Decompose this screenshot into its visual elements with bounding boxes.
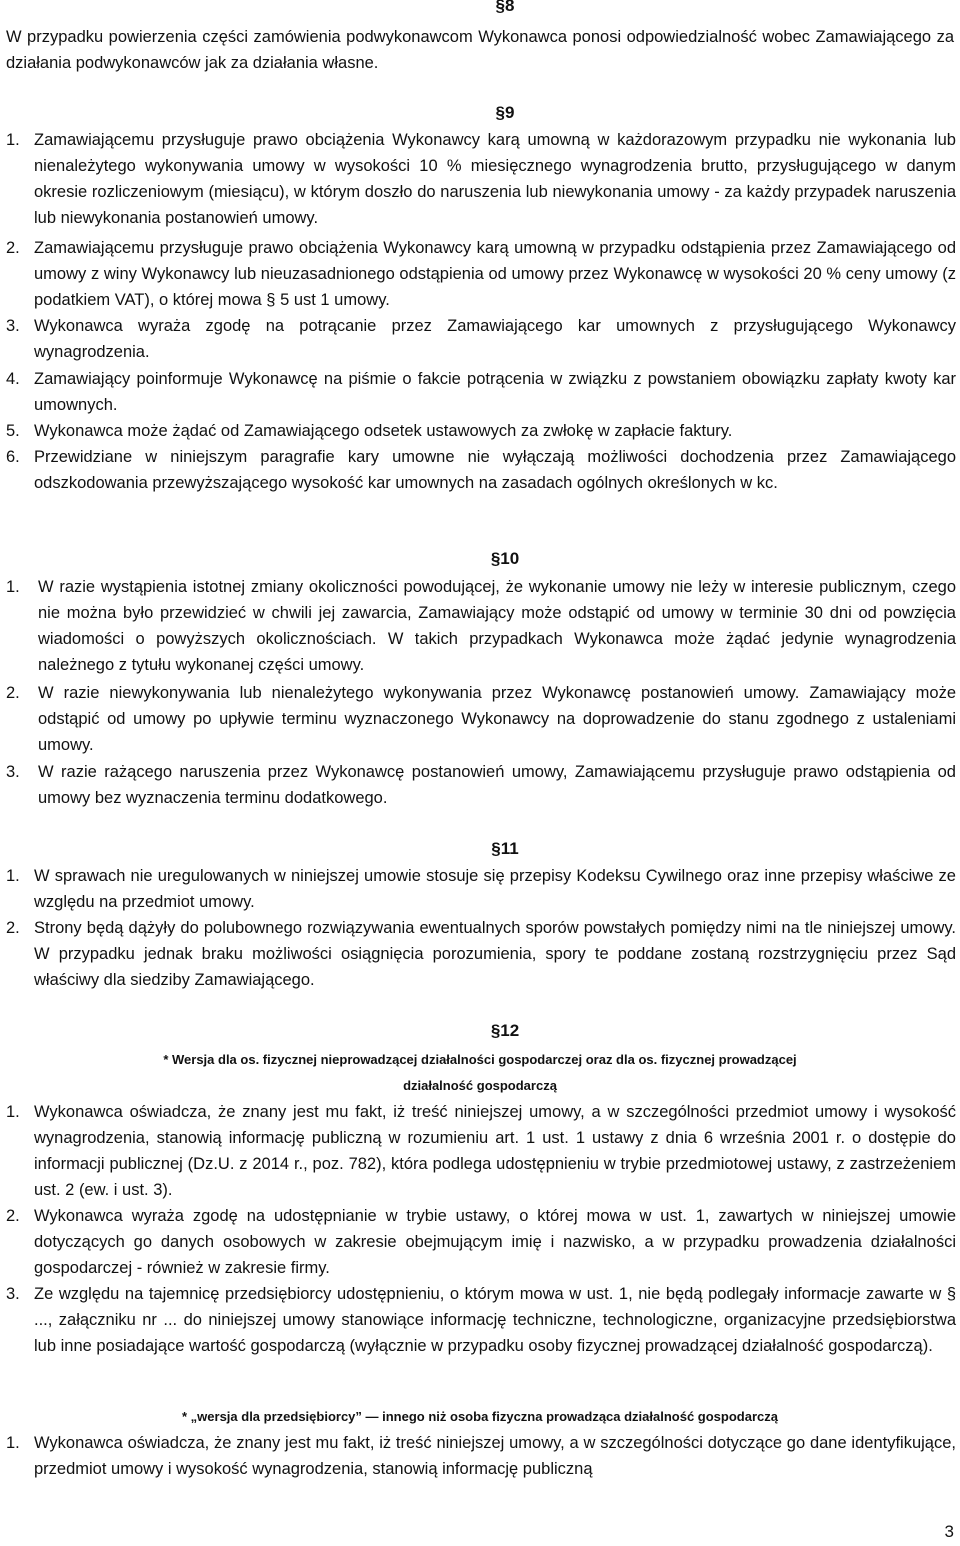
item-number: 2.	[6, 919, 20, 937]
section-8-heading: §8	[495, 0, 515, 15]
item-text: Ze względu na tajemnicę przedsiębiorcy udostępnieniu, o którym mowa w ust. 1, nie będą podlegały informacje zawarte w § ..., załączniku nr ... do niniejszej umowy stanowiące informację techniczne, technologiczne, organizacyjne przedsiębiorstwa lub inne posiadające wartość gospodarczą (wyłącznie w przypadku osoby fizycznej prowadzącej działalność gospodarczą).	[34, 1285, 956, 1355]
page-number: 3	[944, 1522, 954, 1541]
item-text: Wykonawca wyraża zgodę na potrącanie przez Zamawiającego kar umownych z przysługującego Wykonawcy wynagrodzenia.	[34, 317, 956, 361]
version-note-individual: * Wersja dla os. fizycznej nieprowadzącej działalności gospodarczej oraz dla os. fizycznej prowadzącej	[163, 1052, 797, 1067]
item-text: Wykonawca oświadcza, że znany jest mu fakt, iż treść niniejszej umowy, a w szczególności przedmiot umowy i wysokość wynagrodzenia, stanowią informację publiczną w rozumieniu art. 1 ust. 1 ustawy z dnia 6 września 2001 r. o dostępie do informacji publicznej (Dz.U. z 2014 r., poz. 782), która podlega udostępnieniu w trybie przedmiotowej ustawy, z zastrzeżeniem ust. 2 (ew. i ust. 3).	[34, 1103, 956, 1199]
item-text: Zamawiający poinformuje Wykonawcę na piśmie o fakcie potrącenia w związku z powstaniem obowiązku zapłaty kwoty kar umownych.	[34, 370, 956, 414]
section-12-item	[6, 1430, 956, 1482]
section-10-item	[6, 574, 956, 678]
item-text: Zamawiającemu przysługuje prawo obciążenia Wykonawcy karą umowną w każdorazowym przypadku nie wykonania lub nienależytego wykonywania umowy w wysokości 10 % miesięcznego wynagrodzenia brutto, przysługującego w danym okresie rozliczeniowym (miesiącu), w którym doszło do naruszenia lub niewykonania umowy - za każdy przypadek naruszenia lub niewykonania postanowień umowy.	[34, 131, 956, 227]
item-text: Wykonawca oświadcza, że znany jest mu fakt, iż treść niniejszej umowy, a w szczególności dotyczące go dane identyfikujące, przedmiot umowy i wysokość wynagrodzenia, stanowią informację publiczną	[34, 1434, 956, 1478]
version-note-individual-cont: działalność gospodarczą	[403, 1078, 557, 1093]
item-number: 5.	[6, 422, 20, 440]
section-9-item	[6, 127, 956, 231]
section-8-text: W przypadku powierzenia części zamówienia podwykonawcom Wykonawca ponosi odpowiedzialność wobec Zamawiającego za działania podwykonawców jak za działania własne.	[6, 28, 954, 72]
section-12-item	[6, 1099, 956, 1203]
item-number: 1.	[6, 1434, 20, 1452]
section-9-item	[6, 418, 956, 444]
section-9-item	[6, 313, 956, 365]
section-9-heading: §9	[495, 103, 515, 122]
section-11-item	[6, 863, 956, 915]
item-text: W razie niewykonywania lub nienależytego wykonywania przez Wykonawcę postanowień umowy. Zamawiający może odstąpić od umowy po upływie terminu wyznaczonego Wykonawcy na doprowadzenie do stanu zgodnego z ustaleniami umowy.	[38, 684, 956, 754]
item-number: 3.	[6, 763, 20, 781]
section-10-item	[6, 680, 956, 758]
item-number: 1.	[6, 867, 20, 885]
item-text: Strony będą dążyły do polubownego rozwiązywania ewentualnych sporów powstałych pomiędzy nimi na tle niniejszej umowy. W przypadku jednak braku możliwości osiągnięcia porozumienia, spory te poddane zostaną rozstrzygnięciu przez Sąd właściwy dla siedziby Zamawiającego.	[34, 919, 956, 989]
section-12-item	[6, 1281, 956, 1359]
item-number: 1.	[6, 1103, 20, 1121]
item-text: W razie rażącego naruszenia przez Wykonawcę postanowień umowy, Zamawiającemu przysługuje prawo odstąpienia od umowy bez wyznaczenia terminu dodatkowego.	[38, 763, 956, 807]
section-9-item	[6, 444, 956, 496]
item-number: 1.	[6, 578, 20, 596]
section-11-heading: §11	[491, 839, 519, 858]
section-10-item	[6, 759, 956, 811]
item-number: 4.	[6, 370, 20, 388]
item-text: W razie wystąpienia istotnej zmiany okoliczności powodującej, że wykonanie umowy nie leży w interesie publicznym, czego nie można było przewidzieć w chwili jej zawarcia, Zamawiający może odstąpić od umowy w terminie 30 dni od powzięcia wiadomości o powyższych okolicznościach. W takich przypadkach Wykonawca może żądać jedynie wynagrodzenia należnego z tytułu wykonanej części umowy.	[38, 578, 956, 674]
item-number: 1.	[6, 131, 20, 149]
section-9-item	[6, 366, 956, 418]
section-12-heading: §12	[490, 1021, 520, 1040]
item-number: 2.	[6, 239, 20, 257]
item-text: Wykonawca wyraża zgodę na udostępnianie w trybie ustawy, o której mowa w ust. 1, zawartych w niniejszej umowie dotyczących go danych osobowych w zakresie obejmującym imię i nazwisko, a w przypadku prowadzenia działalności gospodarczej - również w zakresie firmy.	[34, 1207, 956, 1277]
section-10-heading: §10	[490, 549, 520, 568]
item-text: W sprawach nie uregulowanych w niniejszej umowie stosuje się przepisy Kodeksu Cywilnego oraz inne przepisy właściwe ze względu na przedmiot umowy.	[34, 867, 956, 911]
item-text: Zamawiającemu przysługuje prawo obciążenia Wykonawcy karą umowną w przypadku odstąpienia przez Zamawiającego od umowy z winy Wykonawcy lub nieuzasadnionego odstąpienia od umowy przez Wykonawcę w wysokości 20 % ceny umowy (z podatkiem VAT), o której mowa § 5 ust 1 umowy.	[34, 239, 956, 309]
item-number: 6.	[6, 448, 20, 466]
item-number: 3.	[6, 1285, 20, 1303]
item-number: 2.	[6, 1207, 20, 1225]
version-note-business: * „wersja dla przedsiębiorcy” — innego niż osoba fizyczna prowadząca działalność gospodarczą	[182, 1409, 778, 1424]
section-11-item	[6, 915, 956, 993]
item-number: 2.	[6, 684, 20, 702]
section-12-item	[6, 1203, 956, 1281]
item-text: Przewidziane w niniejszym paragrafie kary umowne nie wyłączają możliwości dochodzenia przez Zamawiającego odszkodowania przewyższającego wysokość kar umownych na zasadach ogólnych określonych w kc.	[34, 448, 956, 492]
section-9-item	[6, 235, 956, 313]
item-number: 3.	[6, 317, 20, 335]
item-text: Wykonawca może żądać od Zamawiającego odsetek ustawowych za zwłokę w zapłacie faktury.	[34, 422, 733, 440]
